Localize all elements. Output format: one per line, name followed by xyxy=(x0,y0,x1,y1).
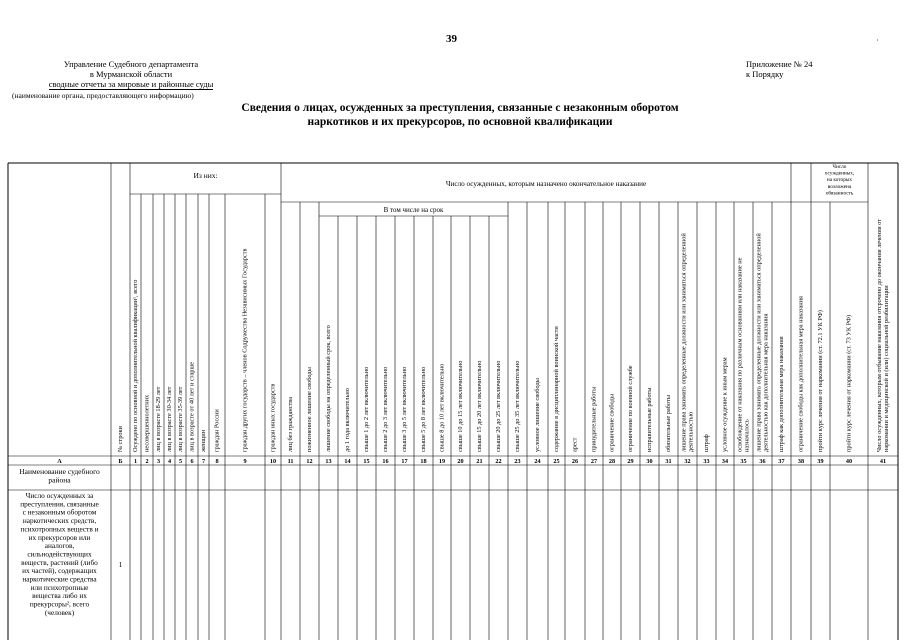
column-header-label: свыше 15 до 20 лет включительно xyxy=(475,360,483,452)
column-code: 2 xyxy=(145,458,149,465)
column-code: 41 xyxy=(879,458,887,465)
column-code: 18 xyxy=(420,458,427,465)
column-code: 33 xyxy=(703,458,710,465)
column-header-label: свыше 8 до 10 лет включительно xyxy=(438,363,446,452)
column-code: 23 xyxy=(514,458,521,465)
row-1-label: сильнодействующих xyxy=(27,549,92,559)
column-code: 24 xyxy=(534,458,541,465)
group-obligation-header: осужденных, xyxy=(824,170,855,177)
column-code: 11 xyxy=(287,458,294,465)
column-code: 32 xyxy=(684,458,691,465)
row-1-label: с незаконным оборотом xyxy=(22,507,97,517)
column-header-label: деятельностью xyxy=(687,411,695,452)
column-header-label: освобождение от наказания по различным основаниям или наказание не xyxy=(736,257,744,452)
column-code: Б xyxy=(118,458,123,465)
column-header-label: свыше 1 до 2 лет включительно xyxy=(362,366,370,452)
column-code: 8 xyxy=(215,458,219,465)
page-number: 39 xyxy=(446,33,457,45)
column-header-label: № строки xyxy=(116,426,124,452)
column-code: 7 xyxy=(201,458,206,465)
column-code: 37 xyxy=(778,458,785,465)
group-iz-nih-header: Из них: xyxy=(193,171,218,180)
column-header-label: свыше 10 до 15 лет включительно xyxy=(456,360,464,452)
column-code: 34 xyxy=(721,458,729,465)
column-code: 27 xyxy=(590,458,598,465)
group-term-header: В том числе на срок xyxy=(383,206,444,214)
row-1-label: наркотические средства xyxy=(22,574,97,584)
row-1-label: аналогов, xyxy=(44,541,75,551)
column-header-label: несовершеннолетних xyxy=(143,394,151,452)
column-header-label: Осуждено по основной и дополнительной квалификации¹, всего xyxy=(131,279,139,452)
org-line-2: в Мурманской области xyxy=(89,69,173,79)
column-code: 13 xyxy=(325,458,332,465)
column-code: 35 xyxy=(740,458,747,465)
group-obligation-header: Число xyxy=(832,164,847,170)
appendix-line-1: Приложение № 24 xyxy=(746,59,813,69)
row-1-label: веществ, растений (либо xyxy=(21,557,98,567)
column-header-label: исправительные работы xyxy=(645,387,653,452)
column-header-label: до 1 года включительно xyxy=(343,388,351,452)
column-code: 9 xyxy=(243,458,247,465)
column-code: 19 xyxy=(438,458,446,465)
appendix-line-2: к Порядку xyxy=(746,69,784,79)
column-header-label: деятельностью как дополнительная мера наказания xyxy=(762,313,770,452)
row-1-label: Число осужденных за xyxy=(25,491,94,500)
column-header-label: обязательные работы xyxy=(664,395,672,452)
column-header-label: арест xyxy=(571,437,579,452)
column-header-label: пожизненное лишение свободы xyxy=(305,367,313,452)
column-code: 22 xyxy=(495,458,502,465)
column-header-label: назначалось xyxy=(743,419,751,452)
column-code: 6 xyxy=(190,458,194,465)
column-code: 36 xyxy=(759,458,766,465)
column-header-label: граждан других государств – членов Содружества Независимых Государств xyxy=(241,248,249,452)
column-code: 38 xyxy=(797,458,805,465)
column-code: 30 xyxy=(646,458,653,465)
title-line-2: наркотиков и их прекурсоров, по основной квалификации xyxy=(307,116,613,128)
column-header-label: лиц в возрасте от 40 лет и старше xyxy=(188,361,196,452)
column-header-label: лишение права занимать определенные должности или заниматься определенной xyxy=(680,233,688,452)
row-1-label: их прекурсоров или xyxy=(28,532,91,542)
column-header-label: лиц без гражданства xyxy=(286,397,294,452)
column-header-label: лишение свободы на определенный срок, всего xyxy=(324,325,332,452)
org-caption: (наименование органа, предоставляющего информацию) xyxy=(12,91,194,100)
column-header-label: ограничение свободы как дополнительная мера наказания xyxy=(797,296,805,452)
column-code: 29 xyxy=(627,458,634,465)
column-header-label: лишение права занимать определенные должности или заниматься определенной xyxy=(755,233,763,452)
row-1-label: (человек) xyxy=(44,607,75,617)
row-region-label: района xyxy=(48,475,71,485)
column-code: 26 xyxy=(571,458,579,465)
column-code: 31 xyxy=(665,458,672,465)
row-1-label: их частей), содержащих xyxy=(22,566,97,576)
column-code: 10 xyxy=(269,458,277,465)
column-header-label: пройти курс лечения от наркомании (ст. 73 УК РФ) xyxy=(845,314,853,452)
column-header-label: свыше 25 до 35 лет включительно xyxy=(513,360,521,452)
column-code: 20 xyxy=(457,458,464,465)
corner-mark: · xyxy=(876,36,879,45)
group-obligation-header: обязанность xyxy=(825,190,854,197)
column-header-label: наркомании и медицинской и (или) социальной реабилитации xyxy=(882,285,890,452)
column-header-label: Число осужденных, которым отбывание наказания отсрочено до окончания лечения от xyxy=(875,219,883,452)
group-obligation-header: возложена xyxy=(827,183,852,190)
row-1-label: или психотропные xyxy=(30,582,89,592)
column-code: 25 xyxy=(553,458,560,465)
column-header-label: штраф xyxy=(702,434,710,452)
column-code: А xyxy=(57,458,62,465)
column-header-label: свыше 2 до 3 лет включительно xyxy=(381,366,389,452)
column-header-label: женщин xyxy=(199,429,207,452)
column-header-label: граждан иных государств xyxy=(269,383,277,452)
column-header-label: ограничение свободы xyxy=(608,394,616,452)
column-header-label: пройти курс лечения от наркомании (ст. 72.1 УК РФ) xyxy=(816,310,824,452)
title-line-1: Сведения о лицах, осужденных за преступления, связанные с незаконным оборотом xyxy=(241,102,679,114)
org-line-1: Управление Судебного департамента xyxy=(63,59,199,69)
row-1-label: прекурсоры², всего xyxy=(29,599,90,609)
column-code: 39 xyxy=(817,458,824,465)
group-final-header: Число осужденных, которым назначено окончательное наказание xyxy=(445,180,647,188)
row-1-label: вещества либо их xyxy=(32,591,87,601)
column-code: 28 xyxy=(608,458,616,465)
column-header-label: лиц в возрасте 30-34 лет xyxy=(165,386,173,452)
org-line-3: сводные отчеты за мировые и районные суды xyxy=(48,79,214,89)
column-header-label: ограничение по военной службе xyxy=(626,365,634,452)
column-header-label: принудительные работы xyxy=(590,386,598,452)
row-1-label: преступления, связанные xyxy=(20,499,99,509)
column-code: 40 xyxy=(845,458,853,465)
row-1-label: наркотических средств, xyxy=(22,516,97,526)
column-header-label: лиц в возрасте 35-39 лет xyxy=(176,386,184,452)
row-region-label: Наименование судебного xyxy=(19,467,100,476)
column-code: 15 xyxy=(363,458,370,465)
column-header-label: лиц в возрасте 18-29 лет xyxy=(154,386,162,452)
column-header-label: свыше 5 до 8 лет включительно xyxy=(419,366,427,452)
column-code: 4 xyxy=(167,458,172,465)
column-code: 1 xyxy=(133,458,138,465)
row-1-label: психотропных веществ и xyxy=(20,524,99,534)
column-code: 3 xyxy=(156,458,161,465)
column-header-label: граждан России xyxy=(213,409,221,452)
column-code: 21 xyxy=(476,458,483,465)
column-header-label: условное лишение свободы xyxy=(533,378,541,452)
column-header-label: штраф как дополнительная мера наказания xyxy=(777,336,785,452)
group-obligation-header: на которых xyxy=(826,177,853,184)
column-code: 16 xyxy=(382,458,389,465)
column-header-label: условное осуждение к иным мерам xyxy=(721,357,729,452)
column-code: 17 xyxy=(401,458,408,465)
column-code: 14 xyxy=(344,458,351,465)
column-header-label: содержание в дисциплинарной воинской части xyxy=(552,326,560,452)
column-header-label: свыше 3 до 5 лет включительно xyxy=(400,366,408,452)
row-1-number: 1 xyxy=(118,560,123,569)
column-code: 5 xyxy=(178,458,183,465)
column-header-label: свыше 20 до 25 лет включительно xyxy=(494,360,502,452)
column-code: 12 xyxy=(306,458,313,465)
